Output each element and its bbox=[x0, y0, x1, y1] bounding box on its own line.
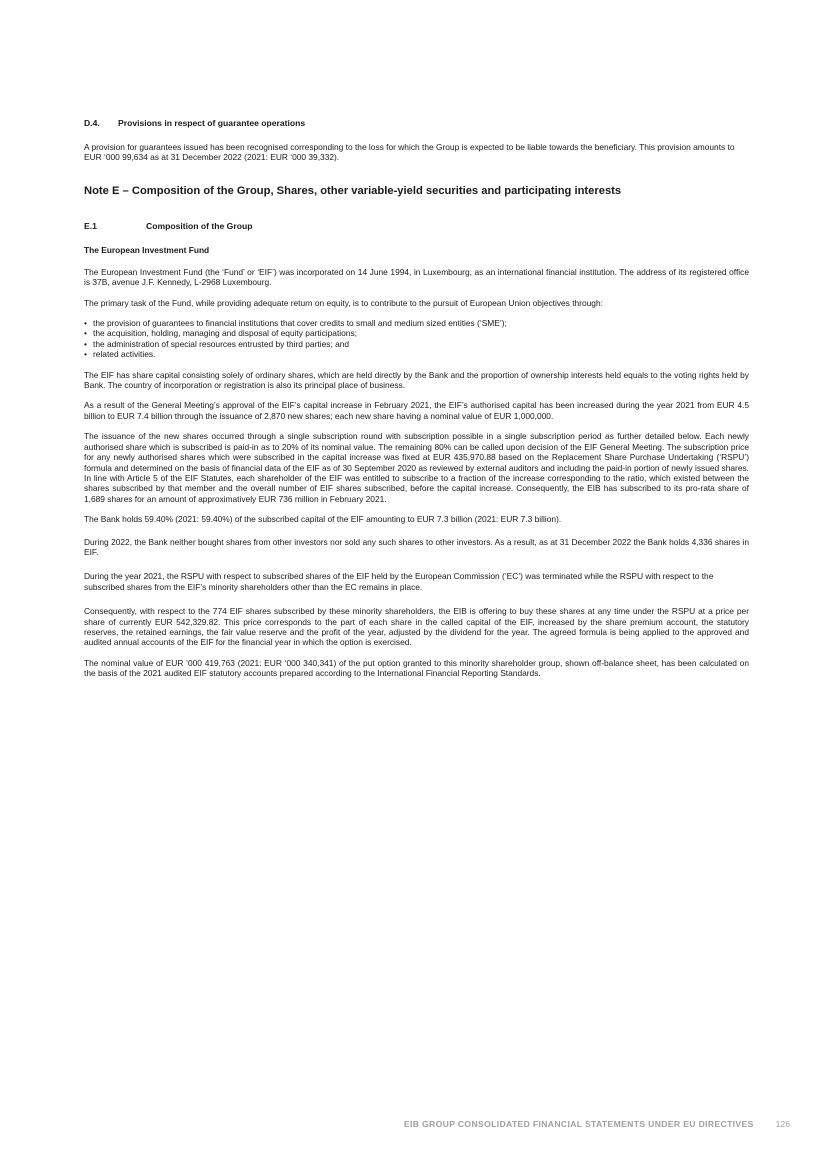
e1-paragraph-2: The primary task of the Fund, while providing adequate return on equity, is to contribute to the pursuit of European Union objectives through: bbox=[84, 297, 603, 308]
list-item: • the acquisition, holding, managing and disposal of equity participations; bbox=[84, 328, 357, 339]
list-item: • the administration of special resources entrusted by third parties; and bbox=[84, 338, 350, 349]
e1-paragraph-4: As a result of the General Meeting’s approval of the EIF’s capital increase in February 2021, the EIF’s authorised capital has been increased during the year 2021 from EUR 4.5 billion to EUR 7.4 billion through the issuance of 2,870 new shares; each new share having a nominal value of EUR 1,000,000. bbox=[84, 400, 749, 421]
section-d4-number: D.4. bbox=[84, 118, 100, 128]
e1-paragraph-6: The Bank holds 59.40% (2021: 59.40%) of the subscribed capital of the EIF amounting to EUR 7.3 billion (2021: EUR 7.3 billion). bbox=[84, 514, 562, 525]
e1-paragraph-1: The European Investment Fund (the ‘Fund’ or ‘EIF’) was incorporated on 14 June 1994, in Luxembourg, as an international financial institution. The address of its registered office is 37B, avenue J.F. Kennedy, L-2968 Luxembourg. bbox=[84, 266, 749, 288]
e1-paragraph-10: The nominal value of EUR ‘000 419,763 (2021: EUR ‘000 340,341) of the put option granted to this minority shareholder group, shown off-balance sheet, has been calculated on the basis of the 2021 audited EIF statutory accounts prepared according to the International Financial Reporting Standards. bbox=[84, 657, 749, 679]
eif-subheading: The European Investment Fund bbox=[84, 244, 210, 255]
d4-paragraph: A provision for guarantees issued has been recognised corresponding to the loss for which the Group is expected to be liable towards the beneficiary. This provision amounts to EUR ‘000 99,634 as at 31 December 2022 (2021: EUR ‘000 39,332). bbox=[84, 142, 735, 163]
e1-paragraph-3: The EIF has share capital consisting solely of ordinary shares, which are held directly by the Bank and the proportion of ownership interests held equals to the voting rights held by Bank. The country of incorporation or registration is also its principal place of business. bbox=[84, 369, 749, 391]
section-e1-heading bbox=[84, 221, 749, 231]
e1-paragraph-9: Consequently, with respect to the 774 EIF shares subscribed by these minority shareholders, the EIB is offering to buy these shares at any time under the RSPU at a price per share of currently EUR 542,329.82. This price corresponds to the part of each share in the called capital of the EIF, increased by the share premium account, the statutory reserves, the retained earnings, the fair value reserve and the profit of the year, adjusted by the dividend for the year. The agreed formula is being applied to the approved and audited annual accounts of the EIF for the financial year in which the option is exercised. bbox=[84, 606, 749, 648]
section-e1-number: E.1 bbox=[84, 220, 97, 231]
page-number: 126 bbox=[775, 1119, 790, 1129]
page-footer bbox=[240, 1119, 790, 1129]
section-d4-heading bbox=[84, 118, 749, 128]
objectives-list bbox=[84, 318, 749, 360]
list-item: • the provision of guarantees to financial institutions that cover credits to small and medium sized entities (‘SME’); bbox=[84, 318, 507, 329]
e1-paragraph-8: During the year 2021, the RSPU with respect to subscribed shares of the EIF held by the European Commission (‘EC’) was terminated while the RSPU with respect to the subscribed shares from the EIF’s minority shareholders other than the EC remains in place. bbox=[84, 571, 714, 592]
bullet-icon: • bbox=[84, 318, 87, 329]
section-d4-title: Provisions in respect of guarantee operations bbox=[118, 118, 306, 128]
bullet-icon: • bbox=[84, 349, 87, 360]
e1-paragraph-5: The issuance of the new shares occurred through a single subscription round with subscription possible in a single subscription period as further detailed below. Each newly authorised share which is subscribed is paid-in as to 20% of its nominal value. The remaining 80% can be called upon decision of the EIF General Meeting. The subscription price for any newly authorised shares which were subscribed in the capital increase was fixed at EUR 435,970.88 based on the Replacement Share Purchase Undertaking (‘RSPU’) formula and determined on the basis of financial data of the EIF as of 30 September 2020 as reviewed by external auditors and including the paid-in portion of newly issued shares. In line with Article 5 of the EIF Statutes, each shareholder of the EIF was entitled to subscribe to a fraction of the increase corresponding to the ratio, which existed between the shares subscribed by that member and the overall number of EIF shares subscribed, before the capital increase. Consequently, the EIB has subscribed to its pro-rata share of 1,689 shares for an amount of approximatively EUR 736 million in February 2021. bbox=[84, 431, 749, 504]
page-content bbox=[84, 118, 749, 689]
section-e1-title: Composition of the Group bbox=[146, 220, 253, 231]
bullet-icon: • bbox=[84, 338, 87, 349]
note-e-title: Note E – Composition of the Group, Shares, other variable-yield securities and participating interests bbox=[84, 184, 622, 197]
footer-title: EIB GROUP CONSOLIDATED FINANCIAL STATEMENTS UNDER EU DIRECTIVES bbox=[403, 1119, 754, 1129]
bullet-icon: • bbox=[84, 328, 87, 339]
e1-paragraph-7: During 2022, the Bank neither bought shares from other investors nor sold any such shares to other investors. As a result, as at 31 December 2022 the Bank holds 4,336 shares in EIF. bbox=[84, 536, 749, 557]
list-item: • related activities. bbox=[84, 349, 156, 360]
